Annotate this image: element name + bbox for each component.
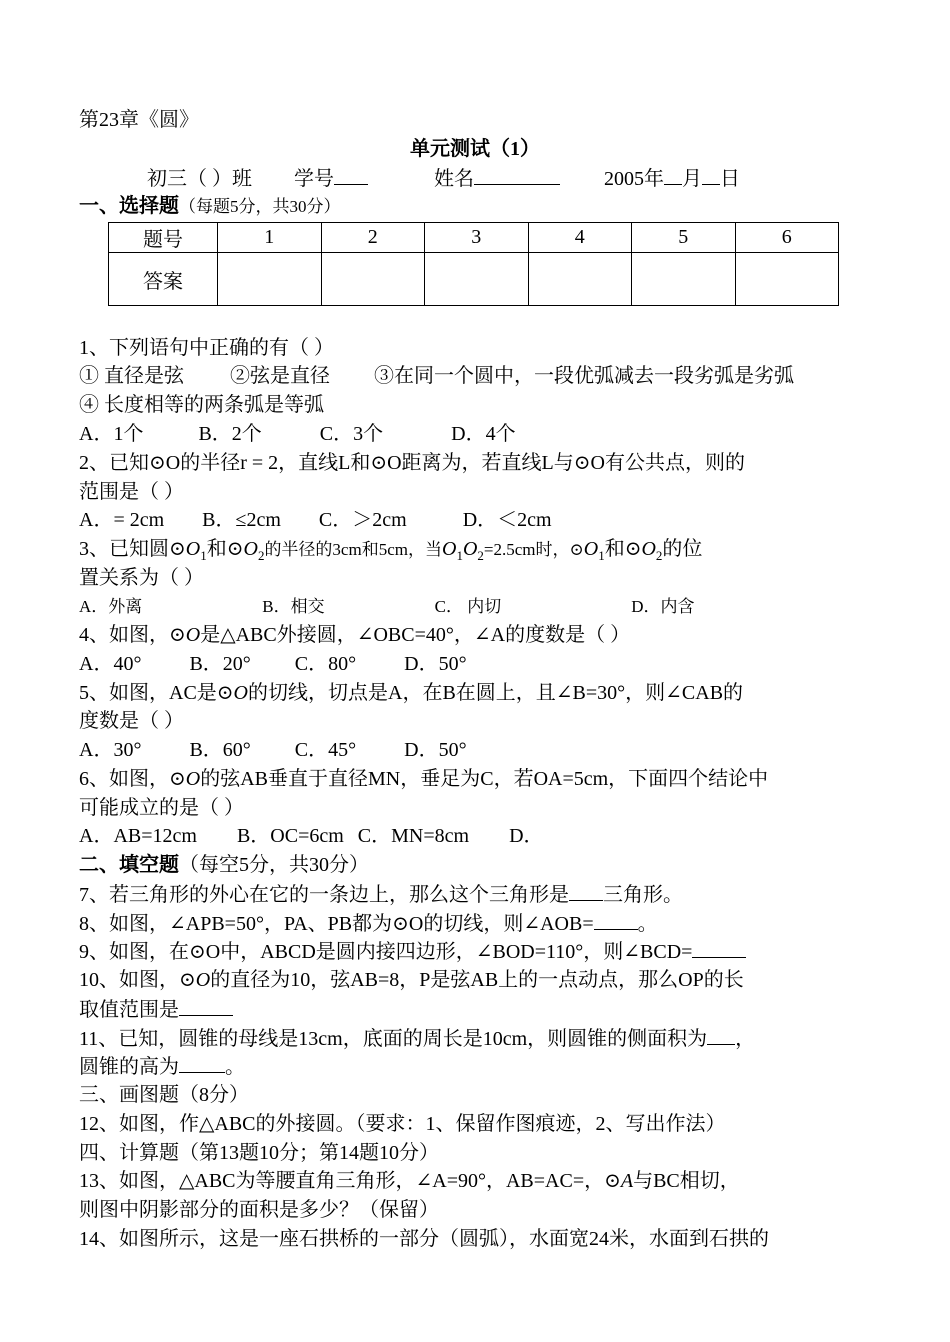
q10-text-part: 取值范围是 (79, 999, 179, 1021)
q10-line2 (79, 995, 880, 1024)
q14: 14、如图所示，这是一座石拱桥的一部分（圆弧），水面宽24米，水面到石拱的 (79, 1228, 769, 1250)
q11-line1 (79, 1024, 880, 1053)
q10-text-part: 的直径为10，弦AB=8，P是弦AB上的一点动点，那么OP的长 (210, 969, 744, 991)
q8-blank[interactable] (594, 909, 638, 930)
circle-o1-label: O (185, 538, 201, 560)
q10-text-part: 10、如图，⊙ (79, 969, 196, 991)
q5-line1 (79, 679, 880, 707)
answer-cell[interactable] (425, 253, 529, 306)
answer-cell[interactable] (735, 253, 839, 306)
column-label: 6 (735, 223, 839, 253)
circle-o1-label: O (583, 538, 599, 560)
q1-option-c: C．3个 (319, 423, 384, 445)
answer-table-answer-row (109, 253, 839, 306)
q2-line2: 范围是（ ） (79, 481, 184, 503)
answer-table (108, 222, 839, 306)
q1-s1: ① 直径是弦 (79, 365, 184, 387)
q3-options (79, 593, 880, 621)
section2-note: （每空5分，共30分） (179, 854, 369, 876)
q2-options (79, 506, 880, 534)
q10-line1 (79, 966, 880, 994)
q5-text-part: 5、如图，AC是⊙ (79, 682, 234, 704)
q4-option-c: C．80° (294, 653, 357, 675)
answer-cell[interactable] (218, 253, 322, 306)
month-label: 月 (682, 168, 702, 190)
q3-text-part: 的位 (662, 538, 703, 560)
q3-text-part: 的半径的3cm和5cm，当 (264, 540, 442, 559)
q10-blank[interactable] (179, 995, 233, 1016)
q3-option-b: B．相交 (262, 597, 325, 616)
column-label: 2 (321, 223, 425, 253)
q4-option-a: A．40° (79, 653, 142, 675)
q6-text-part: 的弦AB垂直于直径MN，垂足为C，若OA=5cm，下面四个结论中 (200, 768, 769, 790)
q4-option-d: D．50° (404, 653, 467, 675)
circle-a-label: A (620, 1170, 634, 1192)
q6-option-d: D． (509, 825, 544, 847)
answer-table-header-row (109, 223, 839, 253)
number-label: 学号 (294, 168, 334, 190)
q8 (79, 909, 880, 938)
q1-option-d: D．4个 (451, 423, 516, 445)
section1-heading (79, 192, 880, 221)
class-label: 初三（ ）班 (147, 168, 252, 190)
q11-text-part: 11、已知，圆锥的母线是13cm，底面的周长是10cm，则圆锥的侧面积为 (79, 1028, 708, 1050)
subscript: 1 (200, 548, 207, 563)
q6-text-part: 6、如图，⊙ (79, 768, 186, 790)
subscript: 2 (257, 548, 265, 563)
q3-text-part: 和⊙ (604, 538, 642, 560)
column-label: 1 (218, 223, 322, 253)
q2-option-d: D．＜2cm (462, 509, 552, 531)
section3-title: 三、画图题（8分） (79, 1084, 249, 1106)
q11-text-part: 。 (225, 1056, 245, 1078)
q13-text-part: 13、如图，△ABC为等腰直角三角形，∠A=90°，AB=AC=，⊙ (79, 1170, 621, 1192)
q7 (79, 880, 880, 909)
q1-s2: ②弦是直径 (230, 365, 330, 387)
student-info-line (147, 164, 880, 193)
q4-text-part: 是△ABC外接圆，∠OBC=40°，∠A的度数是（ ） (200, 624, 631, 646)
q2-option-a: A．= 2cm (79, 509, 165, 531)
q1-statements (79, 362, 880, 390)
q13-line2: 则图中阴影部分的面积是多少？（保留） (79, 1199, 439, 1221)
q5-option-b: B．60° (189, 739, 251, 761)
q4-stem (79, 621, 880, 649)
q11-text-part: ， (735, 1028, 756, 1050)
q5-option-d: D．50° (404, 739, 467, 761)
name-label: 姓名 (434, 168, 474, 190)
center-distance-label: O (441, 538, 457, 560)
q3-text-part: 和⊙ (206, 538, 244, 560)
q11-line2 (79, 1052, 880, 1081)
column-label: 3 (425, 223, 529, 253)
q1-option-a: A．1个 (79, 423, 144, 445)
q8-text-part: 8、如图，∠APB=50°，PA、PB都为⊙O的切线，则∠AOB= (79, 913, 594, 935)
section1-note: （每题5分，共30分） (179, 197, 341, 216)
q13-line1 (79, 1167, 880, 1195)
subscript: 1 (598, 548, 605, 563)
q1-options (79, 420, 880, 448)
q5-option-c: C．45° (294, 739, 357, 761)
q1-stem: 1、下列语句中正确的有（ ） (79, 337, 334, 359)
q9-blank[interactable] (692, 937, 746, 958)
circle-o-label: O (195, 969, 211, 991)
subscript: 1 (456, 548, 463, 563)
q4-option-b: B．20° (189, 653, 251, 675)
circle-o-label: O (185, 624, 201, 646)
page-title: 单元测试（1） (410, 138, 540, 160)
q5-text-part: 的切线，切点是A，在B在圆上，且∠B=30°，则∠CAB的 (248, 682, 744, 704)
q6-option-a: A．AB=12cm (79, 825, 197, 847)
q5-line2: 度数是（ ） (79, 710, 184, 732)
circle-o-label: O (185, 768, 201, 790)
q5-options (79, 736, 880, 764)
answer-cell[interactable] (528, 253, 632, 306)
column-label: 4 (528, 223, 632, 253)
q3-text-part: =2.5cm时，⊙ (483, 540, 584, 559)
q11-blank-area[interactable] (707, 1024, 735, 1045)
q3-option-a: A．外离 (79, 597, 143, 616)
day-label: 日 (720, 168, 740, 190)
q6-option-c: C．MN=8cm (357, 825, 470, 847)
q3-text-part: 3、已知圆⊙ (79, 538, 186, 560)
q5-option-a: A．30° (79, 739, 142, 761)
q11-blank-height[interactable] (179, 1052, 225, 1073)
q3-option-c: C． 内切 (434, 597, 502, 616)
q7-text-part: 三角形。 (603, 884, 683, 906)
q7-blank[interactable] (569, 880, 603, 901)
day-blank[interactable] (702, 164, 720, 185)
q4-text-part: 4、如图，⊙ (79, 624, 186, 646)
q1-s4: ④ 长度相等的两条弧是等弧 (79, 394, 324, 416)
q3-option-d: D．内含 (631, 597, 695, 616)
section1-title: 一、选择题 (79, 195, 179, 217)
question-number-label: 题号 (109, 223, 218, 253)
name-blank[interactable] (474, 164, 560, 185)
q9 (79, 937, 880, 966)
circle-o2-label: O (243, 538, 258, 560)
q6-line2: 可能成立的是（ ） (79, 797, 244, 819)
center-distance-label: O (462, 538, 478, 560)
q3-line2: 置关系为（ ） (79, 567, 204, 589)
q6-options (79, 822, 880, 850)
month-blank[interactable] (664, 164, 682, 185)
circle-o2-label: O (641, 538, 656, 560)
chapter-title: 第23章《圆》 (79, 109, 199, 131)
subscript: 2 (477, 548, 484, 563)
q9-text-part: 9、如图，在⊙O中，ABCD是圆内接四边形，∠BOD=110°，则∠BCD= (79, 941, 693, 963)
column-label: 5 (632, 223, 736, 253)
q1-s3: ③在同一个圆中，一段优弧减去一段劣弧是劣弧 (374, 365, 794, 387)
q6-option-b: B．OC=6cm (236, 825, 344, 847)
number-blank[interactable] (334, 164, 368, 185)
q8-text-part: 。 (637, 913, 658, 935)
answer-label: 答案 (109, 253, 218, 306)
year-label: 2005年 (604, 168, 664, 190)
q2-option-b: B．≤2cm (202, 509, 281, 531)
section2-heading (79, 851, 880, 879)
answer-cell[interactable] (632, 253, 736, 306)
subscript: 2 (655, 548, 663, 563)
section4-title: 四、计算题（第13题10分；第14题10分） (79, 1142, 439, 1164)
q4-options (79, 650, 880, 678)
q6-line1 (79, 765, 880, 793)
q7-text-part: 7、若三角形的外心在它的一条边上，那么这个三角形是 (79, 884, 569, 906)
answer-cell[interactable] (321, 253, 425, 306)
circle-o-label: O (233, 682, 248, 704)
q2-line1: 2、已知⊙O的半径r = 2，直线L和⊙O距离为，若直线L与⊙O有公共点，则的 (79, 452, 745, 474)
q2-option-c: C．＞2cm (318, 509, 407, 531)
q13-text-part: 与BC相切， (633, 1170, 740, 1192)
section2-title: 二、填空题 (79, 854, 179, 876)
q12: 12、如图，作△ABC的外接圆。（要求：1、保留作图痕迹，2、写出作法） (79, 1113, 726, 1135)
q11-text-part: 圆锥的高为 (79, 1056, 179, 1078)
q1-option-b: B．2个 (198, 423, 262, 445)
